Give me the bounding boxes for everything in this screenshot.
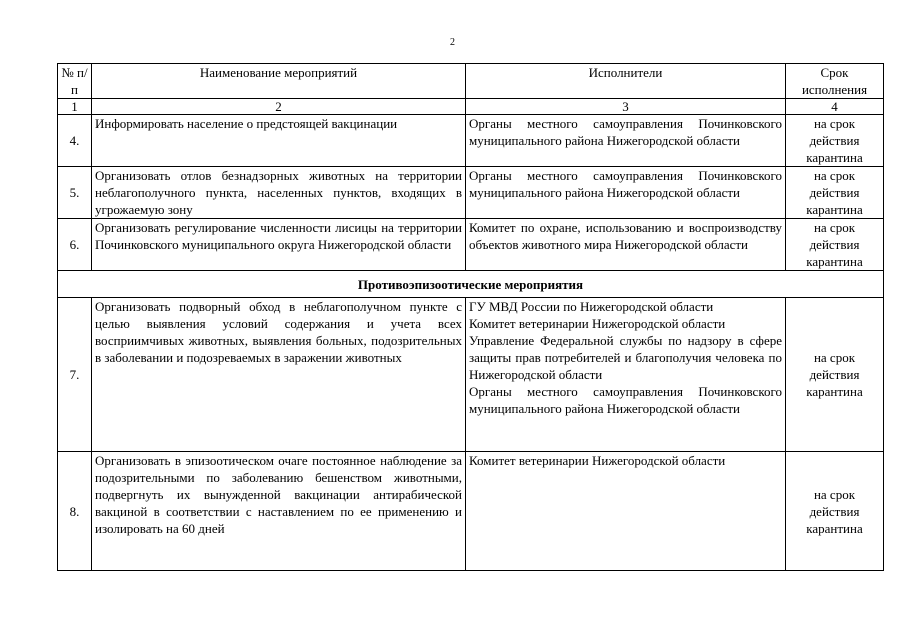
section-title: Противоэпизоотические мероприятия (58, 271, 884, 298)
term-cell: на срок действия карантина (786, 219, 884, 271)
measure-name: Организовать подворный обход в неблагополучном пункте с целью выявления условий содержания и учета всех восприимчивых животных, выявления больных, подозрительных в заболевании и подозреваемых в заражении животных (92, 298, 466, 452)
column-index: 4 (786, 99, 884, 115)
table-row (58, 167, 884, 219)
row-number: 5. (58, 167, 92, 219)
executors-cell (466, 167, 786, 219)
executor: Комитет ветеринарии Нижегородской области (469, 316, 726, 331)
measure-name: Организовать в эпизоотическом очаге постоянное наблюдение за подозрительными по заболеванию бешенством животными, подвергнуть их вынужденной вакцинации антирабической вакциной в соответствии с наставлением по ее применению и изолировать на 60 дней (92, 452, 466, 571)
row-number: 7. (58, 298, 92, 452)
section-row (58, 271, 884, 298)
row-number: 8. (58, 452, 92, 571)
row-number: 6. (58, 219, 92, 271)
measure-name: Организовать отлов безнадзорных животных на территории неблагополучного пункта, населенных пунктов, входящих в угрожаемую зону (92, 167, 466, 219)
header-num: № п/п (58, 64, 92, 99)
term-cell: на срок действия карантина (786, 167, 884, 219)
executor: Органы местного самоуправления Починковского муниципального района Нижегородской области (469, 384, 782, 416)
table-row (58, 219, 884, 271)
executor: Органы местного самоуправления Починковского муниципального района Нижегородской области (469, 116, 782, 148)
term-cell: на срок действия карантина (786, 452, 884, 571)
column-index: 3 (466, 99, 786, 115)
page-number: 2 (450, 37, 455, 48)
executors-cell (466, 452, 786, 571)
term-cell: на срок действия карантина (786, 298, 884, 452)
row-number: 4. (58, 115, 92, 167)
header-name: Наименование мероприятий (92, 64, 466, 99)
executor: ГУ МВД России по Нижегородской области (469, 299, 714, 314)
executor: Комитет по охране, использованию и воспроизводству объектов животного мира Нижегородской области (469, 220, 782, 252)
executor: Комитет ветеринарии Нижегородской области (469, 453, 726, 468)
executors-cell (466, 115, 786, 167)
table-header-row (58, 64, 884, 99)
table-row (58, 298, 884, 452)
measure-name: Информировать население о предстоящей вакцинации (92, 115, 466, 167)
executor: Органы местного самоуправления Починковского муниципального района Нижегородской области (469, 168, 782, 200)
table-row (58, 452, 884, 571)
executors-cell (466, 298, 786, 452)
table-row (58, 115, 884, 167)
measures-table (57, 63, 884, 571)
column-index-row (58, 99, 884, 115)
term-cell: на срок действия карантина (786, 115, 884, 167)
column-index: 1 (58, 99, 92, 115)
column-index: 2 (92, 99, 466, 115)
header-executors: Исполнители (466, 64, 786, 99)
executors-cell (466, 219, 786, 271)
header-term: Срок исполнения (786, 64, 884, 99)
executor: Управление Федеральной службы по надзору в сфере защиты прав потребителей и благополучия человека по Нижегородской области (469, 333, 782, 382)
measure-name: Организовать регулирование численности лисицы на территории Починковского муниципального округа Нижегородской области (92, 219, 466, 271)
